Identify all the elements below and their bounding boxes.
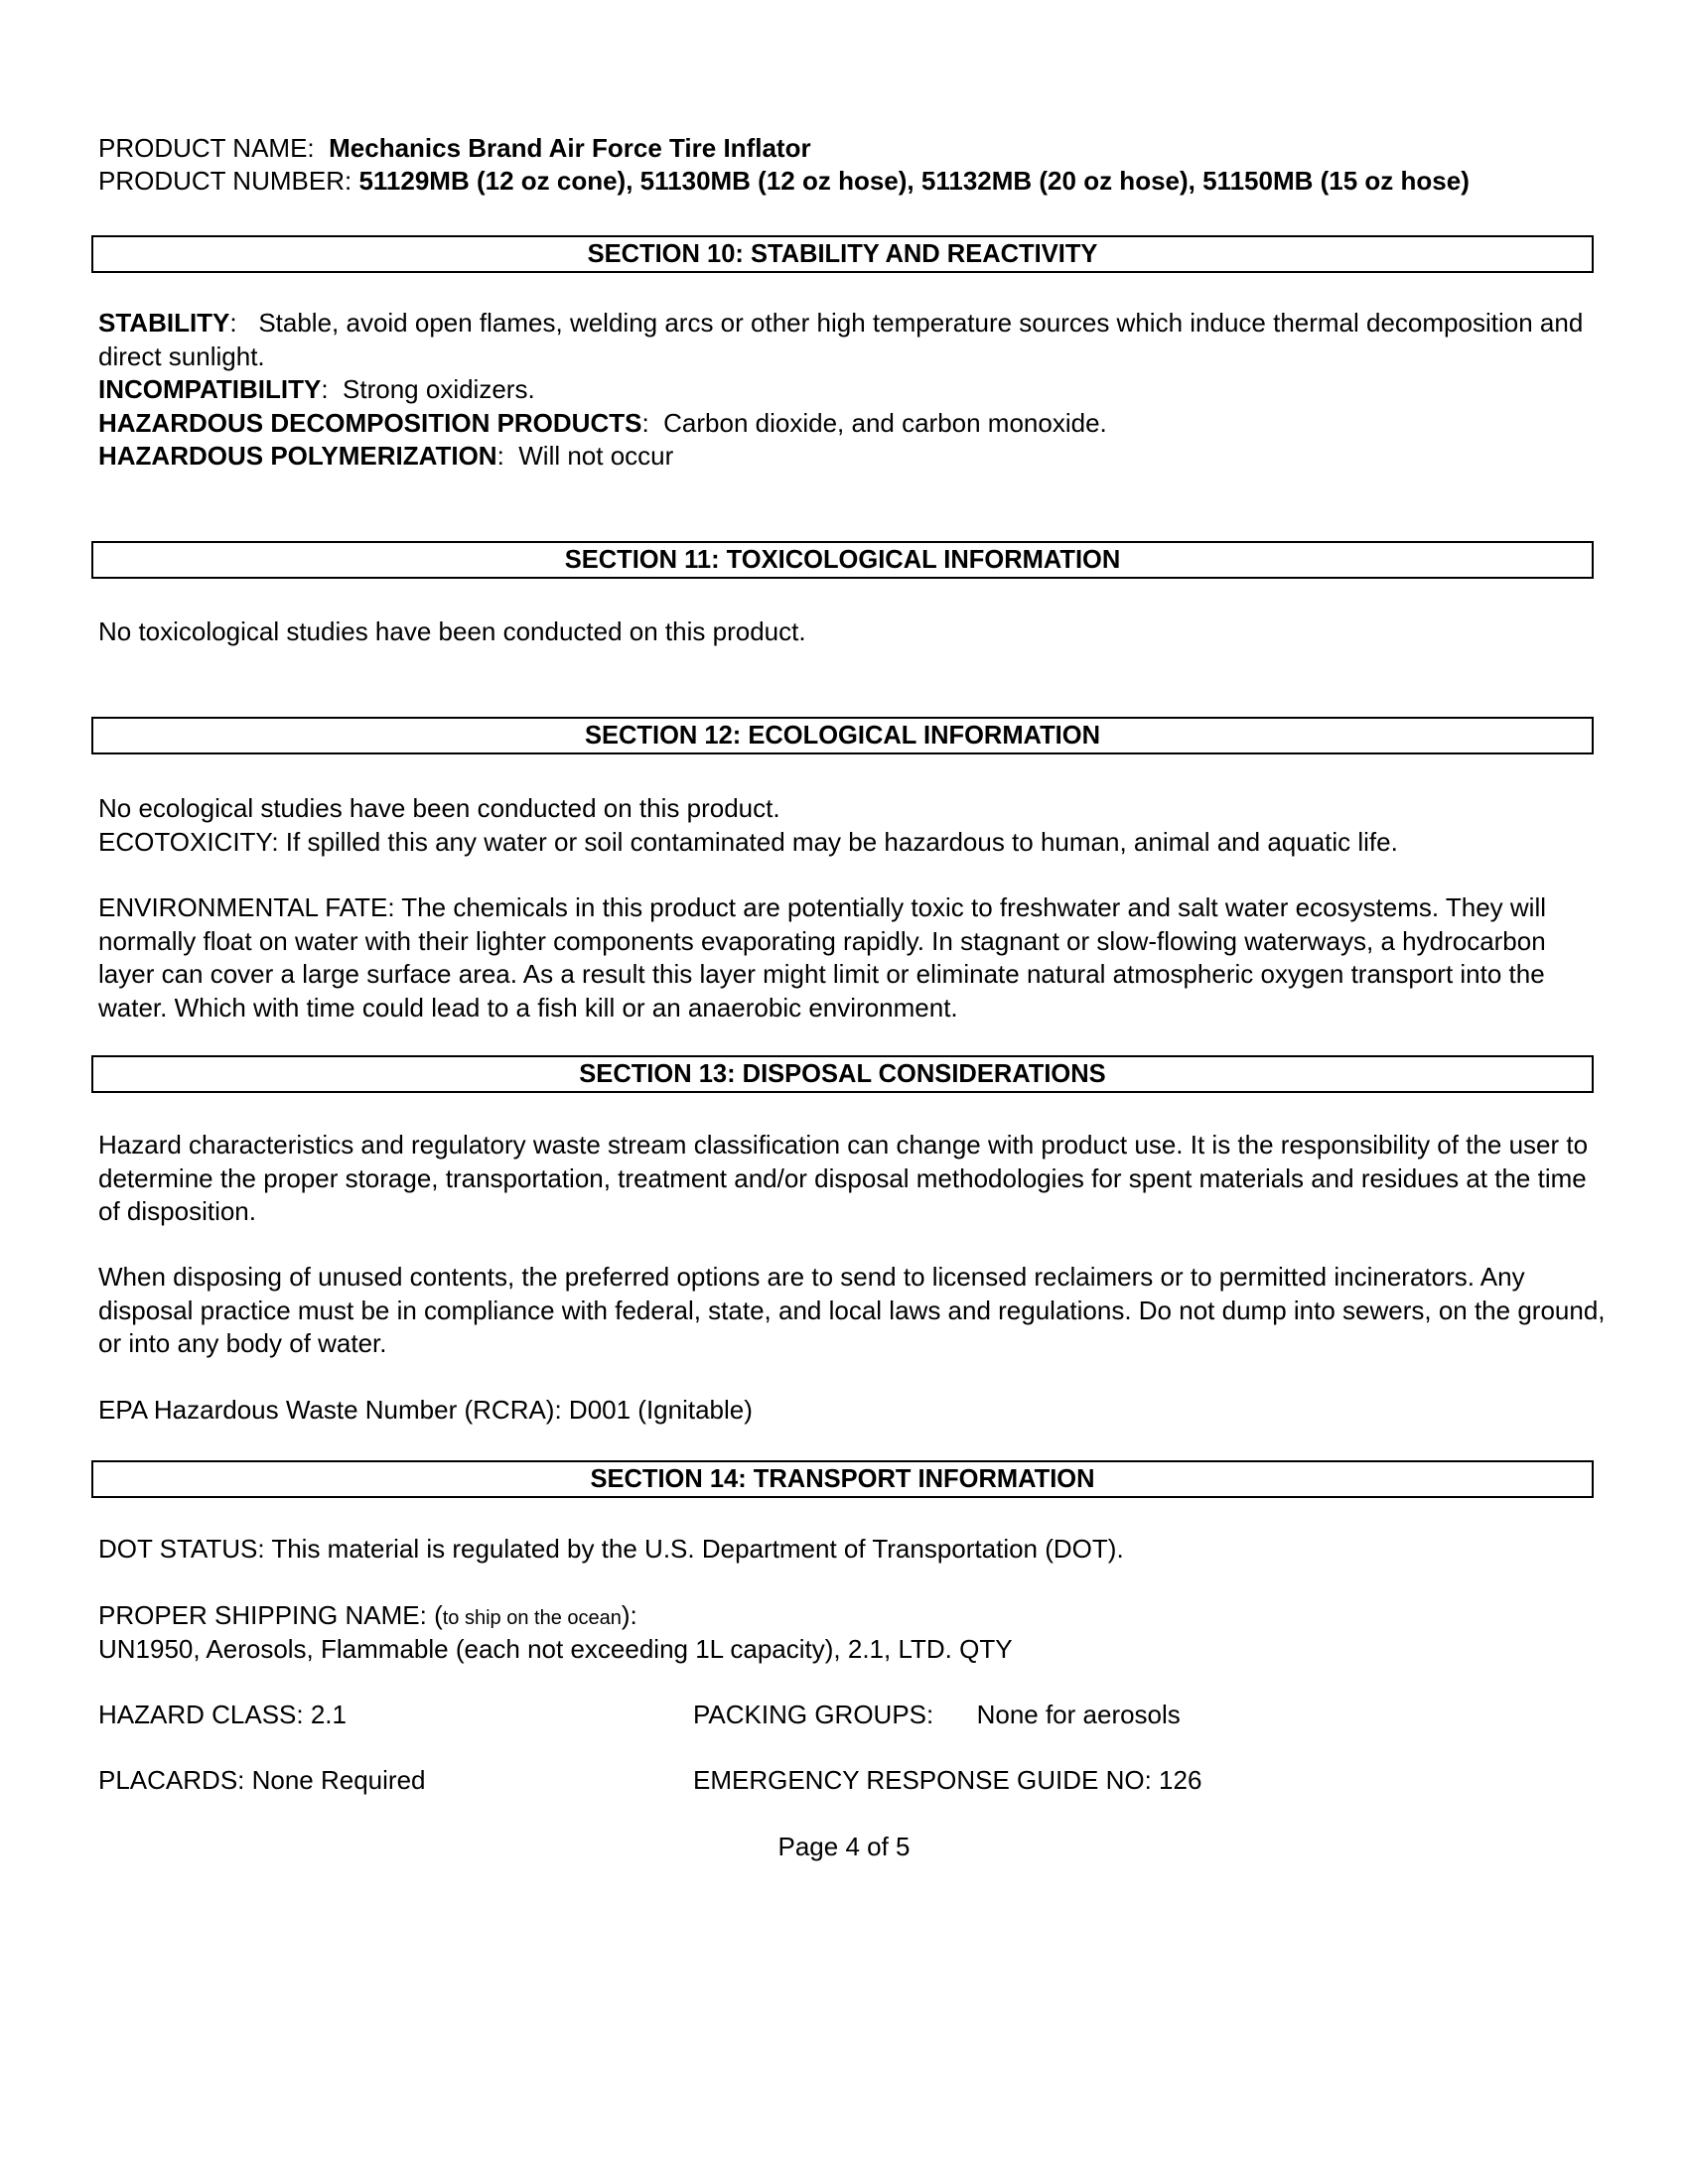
section-13-header: SECTION 13: DISPOSAL CONSIDERATIONS [91,1055,1594,1093]
ecological-text: No ecological studies have been conducted on this product. [98,793,780,823]
packing-groups-label: PACKING GROUPS: [693,1700,934,1729]
placards: PLACARDS: None Required [98,1765,426,1795]
stability-text: Stable, avoid open flames, welding arcs or other high temperature sources which induce thermal decomposition and direct sunlight. [98,308,1584,371]
product-name: Mechanics Brand Air Force Tire Inflator [329,133,811,163]
section-11-header: SECTION 11: TOXICOLOGICAL INFORMATION [91,541,1594,579]
polymerization-text: Will not occur [518,441,674,471]
environmental-fate-text: ENVIRONMENTAL FATE: The chemicals in this product are potentially toxic to freshwater and salt water ecosystems. They will normally float on water with their lighter components evaporating rapidly. In stagnant or slow-flowing waterways, a hydrocarbon layer can cover a large surface area. As a result this layer might limit or eliminate natural atmospheric oxygen transport into the water. Which with time could lead to a fish kill or an anaerobic environment. [98,892,1546,1023]
product-number: 51129MB (12 oz cone), 51130MB (12 oz hose), 51132MB (20 oz hose), 51150MB (15 oz hose) [358,166,1470,196]
decomposition-label: HAZARDOUS DECOMPOSITION PRODUCTS [98,407,642,438]
section-10-body [98,307,1608,474]
section-14-header: SECTION 14: TRANSPORT INFORMATION [91,1460,1594,1498]
toxicology-text: No toxicological studies have been conducted on this product. [98,616,806,646]
shipping-label: PROPER SHIPPING NAME: ( [98,1600,443,1630]
packing-groups [693,1699,1181,1731]
emergency-response-guide: EMERGENCY RESPONSE GUIDE NO: 126 [693,1765,1202,1795]
section-10-header: SECTION 10: STABILITY AND REACTIVITY [91,235,1594,273]
ecotoxicity-text: ECOTOXICITY: If spilled this any water or soil contaminated may be hazardous to human, animal and aquatic life. [98,827,1398,857]
polymerization-label: HAZARDOUS POLYMERIZATION [98,441,497,471]
incompatibility-row: INCOMPATIBILITY: Strong oxidizers. [98,374,535,404]
disposal-para-1: Hazard characteristics and regulatory waste stream classification can change with product use. It is the responsibility of the user to determine the proper storage, transportation, treatment and/or disposal methodologies for spent materials and residues at the time of disposition. [98,1130,1589,1226]
decomposition-text: Carbon dioxide, and carbon monoxide. [663,407,1107,438]
stability-row: STABILITY: Stable, avoid open flames, welding arcs or other high temperature sources which induce thermal decomposition and direct sunlight. [98,308,1584,371]
incompatibility-text: Strong oxidizers. [343,374,535,404]
decomposition-row: HAZARDOUS DECOMPOSITION PRODUCTS: Carbon dioxide, and carbon monoxide. [98,407,1107,438]
section-12-header: SECTION 12: ECOLOGICAL INFORMATION [91,717,1594,754]
disposal-para-2: When disposing of unused contents, the preferred options are to send to licensed reclaimers or to permitted incinerators. Any disposal practice must be in compliance with federal, state, and local laws and regulations. Do not dump into sewers, on the ground, or into any body of water. [98,1262,1606,1358]
polymerization-row: HAZARDOUS POLYMERIZATION: Will not occur [98,441,674,471]
epa-waste-number: EPA Hazardous Waste Number (RCRA): D001 (Ignitable) [98,1395,753,1425]
packing-groups-value: None for aerosols [976,1700,1181,1729]
incompatibility-label: INCOMPATIBILITY [98,374,322,404]
dot-status: DOT STATUS: This material is regulated by the U.S. Department of Transportation (DOT). [98,1534,1124,1564]
page-number: Page 4 of 5 [777,1832,911,1861]
shipping-name-label-line [98,1599,637,1635]
product-number-label: PRODUCT NUMBER: [98,166,352,196]
shipping-name: UN1950, Aerosols, Flammable (each not exceeding 1L capacity), 2.1, LTD. QTY [98,1634,1013,1664]
stability-label: STABILITY [98,308,230,338]
hazard-class: HAZARD CLASS: 2.1 [98,1700,347,1729]
shipping-label-end: ): [621,1600,637,1630]
product-number-line [98,165,1470,198]
product-name-line [98,132,811,165]
shipping-note: to ship on the ocean [442,1607,622,1629]
product-name-label: PRODUCT NAME: [98,133,315,163]
